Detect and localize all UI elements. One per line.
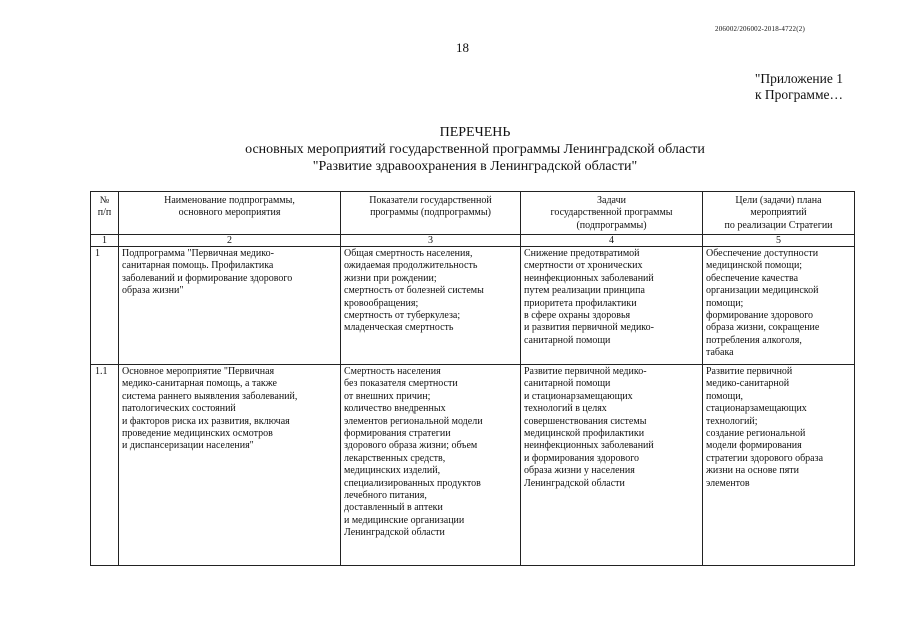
appendix-reference [755, 71, 843, 103]
column-number-row [91, 235, 855, 247]
row-goals: Развитие первичной медико-санитарной помощи, стационарзамещающих технологий; создание региональной модели формирования стратегии здорового образа жизни на основе пяти элементов [703, 365, 855, 566]
row-indicators: Смертность населения без показателя смертности от внешних причин; количество внедренных элементов региональной модели формирования стратегии здорового образа жизни; объем лекарственных средств, медицинских изделий, специализированных продуктов лечебного питания, доставленный в аптеки и медицинские организации Ленинградской области [341, 365, 521, 566]
header-number: № п/п [91, 192, 119, 235]
column-number: 1 [91, 235, 119, 247]
header-goals: Цели (задачи) плана мероприятий по реализации Стратегии [703, 192, 855, 235]
column-number: 2 [119, 235, 341, 247]
table-row [91, 365, 855, 566]
header-indicators: Показатели государственной программы (подпрограммы) [341, 192, 521, 235]
row-name: Основное мероприятие "Первичная медико-санитарная помощь, а также система раннего выявления заболеваний, патологических состояний и факторов риска их развития, включая проведение медицинских осмотров и диспансеризации населения" [119, 365, 341, 566]
column-number: 3 [341, 235, 521, 247]
column-number: 5 [703, 235, 855, 247]
measures-table [90, 191, 855, 566]
header-name: Наименование подпрограммы, основного мероприятия [119, 192, 341, 235]
row-tasks: Снижение предотвратимой смертности от хронических неинфекционных заболеваний путем реализации принципа приоритета профилактики в сфере охраны здоровья и развития первичной медико- санитарной помощи [521, 247, 703, 365]
row-name: Подпрограмма "Первичная медико- санитарная помощь. Профилактика заболеваний и формирование здорового образа жизни" [119, 247, 341, 365]
header-tasks: Задачи государственной программы (подпрограммы) [521, 192, 703, 235]
row-goals: Обеспечение доступности медицинской помощи; обеспечение качества организации медицинской помощи; формирование здорового образа жизни, сокращение потребления алкоголя, табака [703, 247, 855, 365]
title-line-2: основных мероприятий государственной программы Ленинградской области [245, 142, 705, 157]
title-line-3: "Развитие здравоохранения в Ленинградской области" [312, 159, 638, 174]
column-number: 4 [521, 235, 703, 247]
table-header-row [91, 192, 855, 235]
appendix-line-2: к Программе… [754, 87, 843, 102]
document-id: 206002/206002-2018-4722(2) [715, 25, 805, 33]
table-row [91, 247, 855, 365]
row-number: 1 [91, 247, 119, 365]
appendix-line-1: "Приложение 1 [754, 71, 843, 86]
row-tasks: Развитие первичной медико- санитарной помощи и стационарзамещающих технологий в целях совершенствования системы медицинской профилактики неинфекционных заболеваний и формирования здорового образа жизни у населения Ленинградской области [521, 365, 703, 566]
title-line-1: ПЕРЕЧЕНЬ [439, 125, 511, 140]
page-number: 18 [456, 40, 469, 55]
row-number: 1.1 [91, 365, 119, 566]
document-title [90, 124, 860, 175]
row-indicators: Общая смертность населения, ожидаемая продолжительность жизни при рождении; смертность от болезней системы кровообращения; смертность от туберкулеза; младенческая смертность [341, 247, 521, 365]
